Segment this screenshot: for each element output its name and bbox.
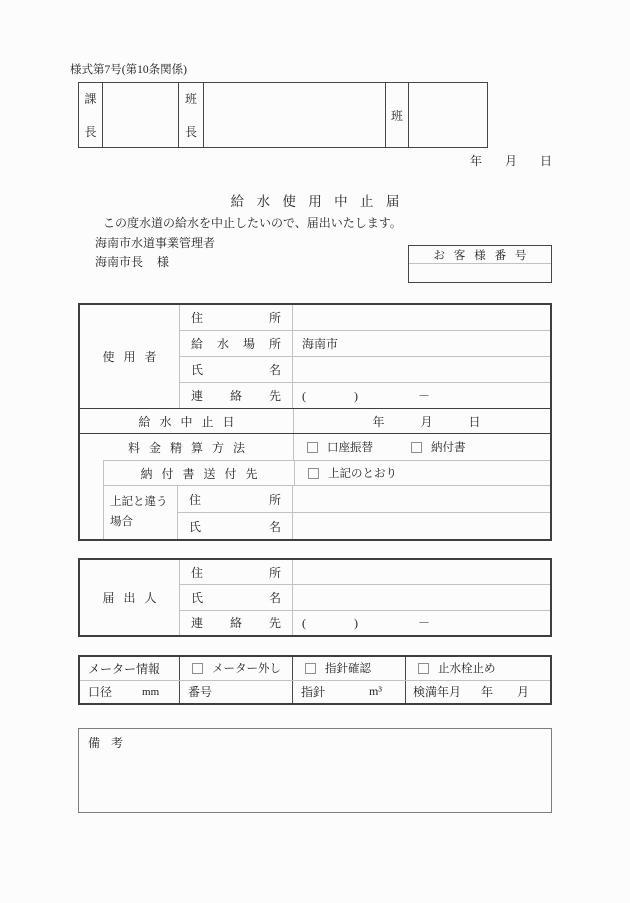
addressee-mayor: 海南市長 [95, 255, 144, 269]
checkbox-as-above[interactable] [308, 468, 319, 479]
meter-reading-unit: m³ [369, 684, 382, 699]
remarks-box [78, 728, 552, 813]
meter-diameter-cell[interactable] [80, 681, 180, 704]
checkbox-reading-confirm[interactable] [305, 663, 316, 674]
slip-destination-option-cell [294, 461, 550, 485]
hancho-char-bottom: 長 [184, 125, 197, 139]
intro-sentence: この度水道の給水を中止したいので、届出いたします。 [103, 216, 402, 230]
main-table [78, 303, 552, 541]
notifier-table [78, 558, 552, 637]
payment-method-row [80, 434, 550, 460]
notifier-name-label: 氏 名 [191, 590, 281, 605]
page-title: 給 水 使 用 中 止 届 [230, 194, 400, 209]
notifier-address-value[interactable] [293, 560, 550, 584]
hancho-label-cell [179, 83, 204, 147]
payment-option-transfer [307, 439, 373, 455]
notifier-name-row [180, 585, 550, 610]
meter-table [78, 655, 552, 705]
kacho-stamp-cell[interactable] [103, 83, 179, 147]
addressee-mayor-line [95, 253, 169, 270]
remarks-label: 備 考 [88, 736, 124, 750]
meter-stopcock-option [418, 660, 496, 676]
meter-reading-label: 指針 [301, 685, 326, 700]
kacho-char-bottom: 長 [84, 125, 97, 139]
notifier-address-label: 住 所 [191, 565, 281, 580]
slip-destination-as-above-label: 上記のとおり [328, 468, 397, 480]
different-name-label: 氏 名 [189, 519, 281, 534]
meter-reading-check-cell [293, 657, 406, 680]
notifier-contact-row [180, 611, 550, 635]
user-name-value[interactable] [293, 357, 550, 382]
approval-stamp-table [78, 82, 488, 148]
hancho-char-top: 班 [184, 92, 197, 106]
stop-date-label: 給 水 中 止 日 [80, 409, 294, 433]
meter-expiry-label: 検満年月 [413, 685, 462, 700]
different-name-value[interactable] [293, 513, 550, 539]
slip-destination-row [104, 461, 550, 486]
customer-number-value[interactable] [409, 264, 551, 282]
meter-number-label: 番号 [188, 685, 213, 700]
meter-detail-row [80, 681, 550, 704]
customer-number-box [408, 245, 552, 283]
different-address-label: 住 所 [189, 492, 281, 507]
user-address-row [180, 305, 550, 331]
user-section-label: 使 用 者 [80, 305, 180, 408]
user-name-row [180, 357, 550, 383]
payment-option-slip [411, 439, 466, 455]
checkbox-account-transfer[interactable] [307, 442, 318, 453]
han-label-cell: 班 [386, 83, 409, 147]
different-address-row [178, 486, 550, 513]
user-supply-place-label: 給 水 場 所 [191, 337, 281, 351]
meter-info-label: メーター情報 [80, 657, 180, 680]
user-supply-place-row [180, 331, 550, 357]
remarks-value[interactable] [79, 752, 551, 807]
meter-reading-check-option [305, 660, 371, 676]
payment-options-cell [294, 434, 550, 460]
user-contact-label: 連 絡 先 [191, 389, 281, 403]
meter-diameter-unit: mm [142, 685, 160, 698]
checkbox-meter-remove[interactable] [192, 663, 203, 674]
addressee-manager: 海南市水道事業管理者 [95, 236, 216, 250]
stop-date-value-cell[interactable] [294, 409, 550, 433]
notifier-address-row [180, 560, 550, 585]
checkbox-payment-slip[interactable] [411, 442, 422, 453]
kacho-label-cell [79, 83, 103, 147]
customer-number-label: お 客 様 番 号 [409, 246, 551, 264]
user-address-label: 住 所 [191, 311, 281, 325]
payment-method-label: 料 金 精 算 方 法 [80, 434, 294, 460]
different-case-block [104, 486, 550, 539]
notifier-contact-label: 連 絡 先 [191, 616, 281, 631]
han-stamp-cell[interactable] [409, 83, 487, 147]
different-address-value[interactable] [293, 486, 550, 512]
stop-date-value: 年 月 日 [372, 414, 481, 429]
meter-header-row [80, 657, 550, 681]
meter-stopcock-label: 止水栓止め [438, 663, 496, 676]
meter-expiry-month-label: 月 [517, 685, 530, 700]
meter-diameter-label: 口径 [88, 685, 113, 700]
meter-stopcock-cell [406, 657, 550, 680]
different-name-row [178, 513, 550, 539]
stop-date-row [80, 409, 550, 434]
meter-reading-check-label: 指針確認 [325, 663, 371, 676]
meter-remove-cell [180, 657, 293, 680]
addressee-honorific: 様 [157, 255, 170, 269]
slip-destination-as-above [308, 465, 397, 481]
notifier-contact-value[interactable]: ( ) － [302, 616, 430, 631]
slip-destination-subtable [103, 460, 550, 539]
payment-option-transfer-label: 口座振替 [327, 442, 373, 454]
payment-option-slip-label: 納付書 [431, 442, 466, 454]
slip-destination-label: 納 付 書 送 付 先 [140, 466, 258, 481]
meter-expiry-cell[interactable] [406, 681, 550, 704]
header-date-line: 年 月 日 [470, 154, 552, 168]
form-number-label: 様式第7号(第10条関係) [70, 64, 187, 76]
meter-remove-option [192, 660, 281, 676]
checkbox-stopcock[interactable] [418, 663, 429, 674]
meter-reading-cell[interactable] [293, 681, 406, 704]
notifier-name-value[interactable] [293, 585, 550, 609]
different-case-label-line2: 場合 [110, 515, 133, 528]
user-supply-place-value[interactable]: 海南市 [302, 337, 339, 351]
kacho-char-top: 課 [84, 92, 97, 106]
different-case-label-line1: 上記と違う [110, 495, 168, 508]
meter-number-cell[interactable] [180, 681, 293, 704]
hancho-stamp-cell[interactable] [204, 83, 386, 147]
user-section [80, 305, 550, 409]
user-contact-row [180, 383, 550, 408]
notifier-section-label: 届 出 人 [80, 560, 180, 635]
meter-remove-label: メーター外し [212, 663, 281, 676]
different-case-label-cell [104, 486, 178, 539]
user-address-value[interactable] [293, 305, 550, 330]
meter-expiry-year-label: 年 [481, 685, 494, 700]
user-contact-value[interactable]: ( ) － [302, 389, 430, 403]
user-name-label: 氏 名 [191, 363, 281, 377]
